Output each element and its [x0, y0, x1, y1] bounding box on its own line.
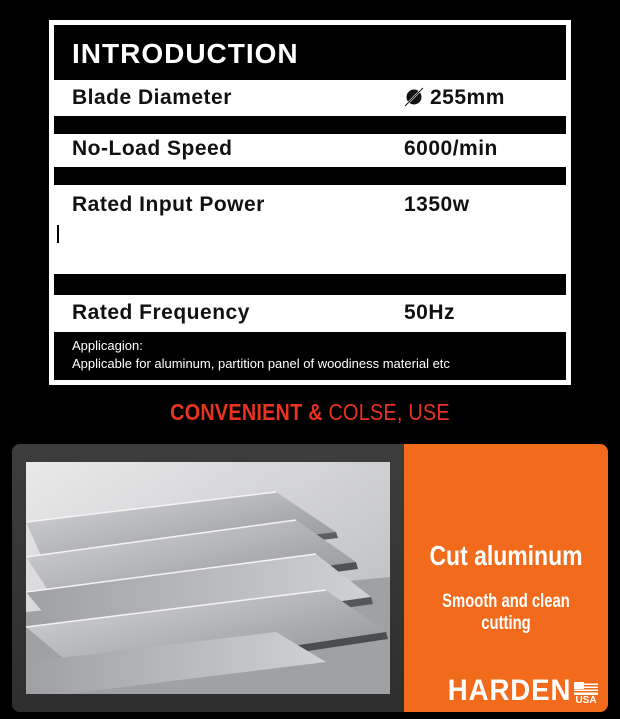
headline-part1: CONVENIENT &	[170, 399, 323, 425]
spec-value-blade-diameter-text: 255mm	[430, 86, 505, 109]
application-description: Applicable for aluminum, partition panel of woodiness material etc	[72, 356, 450, 371]
brand-name: HARDEN	[447, 674, 571, 707]
feature-subtitle: Smooth and clean cutting	[442, 591, 570, 634]
spec-label-rated-input-power: Rated Input Power	[72, 193, 265, 216]
row-divider	[54, 116, 566, 134]
us-flag-icon	[574, 682, 598, 695]
spec-label-rated-frequency: Rated Frequency	[72, 301, 250, 324]
headline-part2: COLSE, USE	[322, 399, 450, 425]
spec-label-blade-diameter: Blade Diameter	[72, 86, 232, 109]
brand-sub: USA	[575, 695, 597, 706]
spec-table-inner	[54, 25, 566, 380]
row-divider	[54, 167, 566, 185]
spec-value-rated-frequency: 50Hz	[404, 301, 456, 324]
spec-label-no-load-speed: No-Load Speed	[72, 137, 233, 160]
aluminum-sheets-image	[26, 462, 390, 694]
spec-value-blade-diameter	[404, 86, 505, 110]
feature-card	[12, 444, 608, 712]
orange-panel	[404, 444, 608, 712]
headline	[43, 399, 576, 426]
spec-table	[49, 20, 571, 385]
spec-title: INTRODUCTION	[72, 38, 299, 69]
row-divider	[54, 274, 566, 295]
application-title: Applicagion:	[72, 338, 143, 353]
application-box	[54, 332, 566, 380]
brand-logo	[437, 676, 598, 706]
spec-value-rated-input-power: 1350w	[404, 193, 470, 216]
text-cursor-mark	[57, 225, 59, 243]
brand-side	[574, 682, 598, 706]
photo-panel	[12, 444, 404, 712]
blade-diameter-icon	[404, 87, 424, 107]
spec-header	[54, 25, 566, 80]
feature-title: Cut aluminum	[429, 540, 583, 571]
spec-value-no-load-speed: 6000/min	[404, 137, 498, 160]
